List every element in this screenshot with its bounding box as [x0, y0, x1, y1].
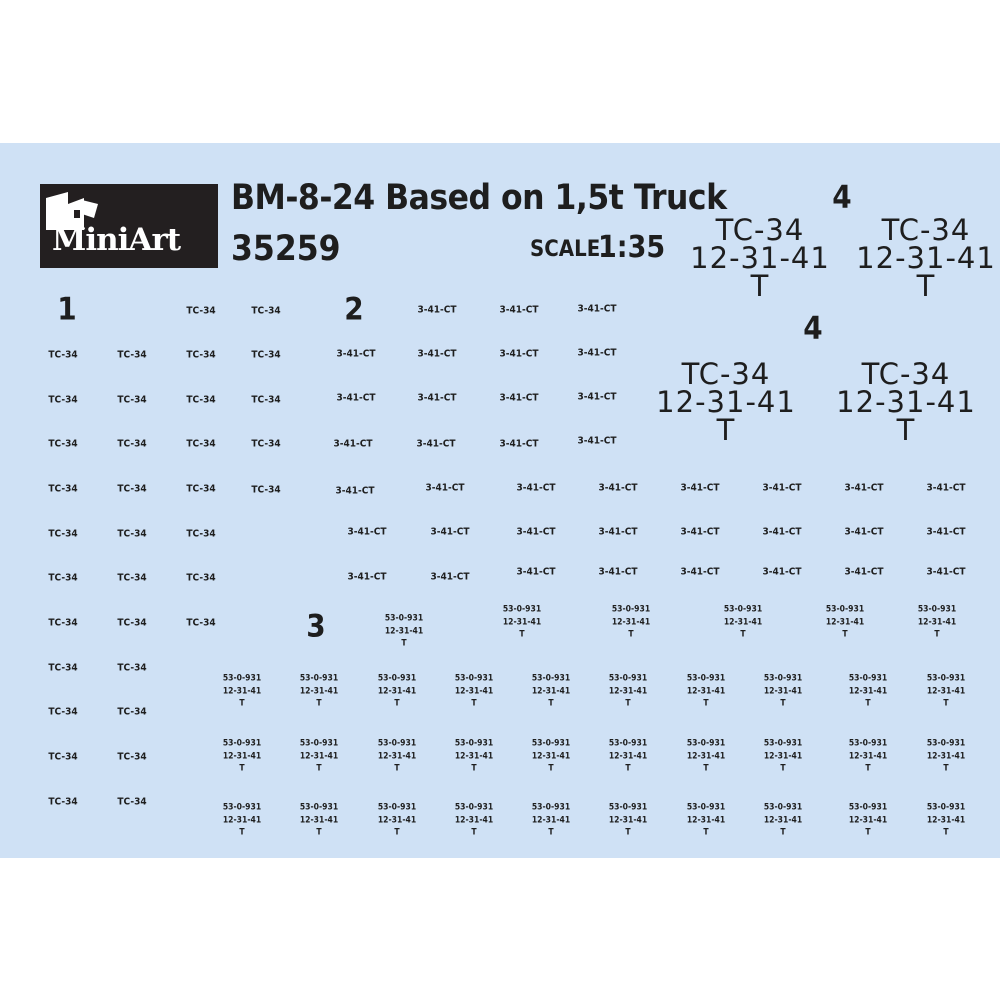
- decal-tc-34: TC-34: [117, 751, 147, 763]
- decal-stencil-small: 53-0-931 12-31-41 T: [686, 802, 726, 838]
- decal-3-41-ct: 3-41-CT: [680, 566, 720, 578]
- decal-stencil-small: 53-0-931 12-31-41 T: [611, 604, 651, 640]
- decal-stencil-small: 53-0-931 12-31-41 T: [222, 738, 262, 774]
- decal-tc-34: TC-34: [186, 349, 216, 361]
- decal-3-41-ct: 3-41-CT: [499, 304, 539, 316]
- decal-stencil-small: 53-0-931 12-31-41 T: [686, 673, 726, 709]
- decal-tc-34: TC-34: [48, 349, 78, 361]
- decal-stencil-small: 53-0-931 12-31-41 T: [454, 673, 494, 709]
- decal-tc-34: TC-34: [48, 483, 78, 495]
- decal-stencil-small: 53-0-931 12-31-41 T: [377, 738, 417, 774]
- decal-3-41-ct: 3-41-CT: [762, 526, 802, 538]
- kit-title: BM-8-24 Based on 1,5t Truck: [231, 178, 727, 218]
- decal-stencil-small: 53-0-931 12-31-41 T: [848, 738, 888, 774]
- decal-tc-34: TC-34: [48, 572, 78, 584]
- decal-tc-34: TC-34: [117, 394, 147, 406]
- logo-wordmark: MiniArt: [52, 222, 181, 258]
- decal-tc-34: TC-34: [251, 394, 281, 406]
- decal-stencil-small: 53-0-931 12-31-41 T: [377, 673, 417, 709]
- decal-stencil-small: 53-0-931 12-31-41 T: [531, 802, 571, 838]
- decal-3-41-ct: 3-41-CT: [417, 348, 457, 360]
- decal-3-41-ct: 3-41-CT: [417, 304, 457, 316]
- decal-stencil-small: 53-0-931 12-31-41 T: [848, 802, 888, 838]
- decal-3-41-ct: 3-41-CT: [417, 392, 457, 404]
- decal-stencil-small: 53-0-931 12-31-41 T: [377, 802, 417, 838]
- decal-3-41-ct: 3-41-CT: [430, 526, 470, 538]
- decal-stencil-small: 53-0-931 12-31-41 T: [608, 738, 648, 774]
- decal-tc-34: TC-34: [186, 483, 216, 495]
- decal-tc-34: TC-34: [251, 484, 281, 496]
- decal-stencil-small: 53-0-931 12-31-41 T: [454, 802, 494, 838]
- scale-label: SCALE: [530, 237, 601, 262]
- decal-tc-34: TC-34: [251, 438, 281, 450]
- decal-tc-34: TC-34: [48, 662, 78, 674]
- decal-3-41-ct: 3-41-CT: [598, 482, 638, 494]
- decal-3-41-ct: 3-41-CT: [926, 566, 966, 578]
- scale-ratio: 1:35: [598, 230, 666, 265]
- decal-stencil-small: 53-0-931 12-31-41 T: [384, 613, 424, 649]
- decal-stencil-small: 53-0-931 12-31-41 T: [531, 738, 571, 774]
- decal-3-41-ct: 3-41-CT: [416, 438, 456, 450]
- decal-3-41-ct: 3-41-CT: [762, 482, 802, 494]
- decal-3-41-ct: 3-41-CT: [499, 348, 539, 360]
- decal-3-41-ct: 3-41-CT: [844, 566, 884, 578]
- decal-tc-34: TC-34: [117, 572, 147, 584]
- decal-3-41-ct: 3-41-CT: [425, 482, 465, 494]
- decal-3-41-ct: 3-41-CT: [577, 435, 617, 447]
- decal-tc-34: TC-34: [117, 706, 147, 718]
- decal-3-41-ct: 3-41-CT: [430, 571, 470, 583]
- decal-stencil-small: 53-0-931 12-31-41 T: [502, 604, 542, 640]
- decal-3-41-ct: 3-41-CT: [844, 482, 884, 494]
- decal-tc-34: TC-34: [48, 796, 78, 808]
- decal-large-tc-34: TC-34 12-31-41 T: [836, 357, 976, 447]
- decal-3-41-ct: 3-41-CT: [347, 571, 387, 583]
- decal-stencil-small: 53-0-931 12-31-41 T: [299, 738, 339, 774]
- decal-3-41-ct: 3-41-CT: [762, 566, 802, 578]
- decal-tc-34: TC-34: [117, 528, 147, 540]
- decal-stencil-small: 53-0-931 12-31-41 T: [299, 802, 339, 838]
- decal-stencil-small: 53-0-931 12-31-41 T: [531, 673, 571, 709]
- decal-3-41-ct: 3-41-CT: [333, 438, 373, 450]
- section-number-4a: 4: [832, 179, 852, 216]
- decal-3-41-ct: 3-41-CT: [499, 438, 539, 450]
- decal-3-41-ct: 3-41-CT: [680, 482, 720, 494]
- decal-3-41-ct: 3-41-CT: [336, 392, 376, 404]
- decal-stencil-small: 53-0-931 12-31-41 T: [763, 673, 803, 709]
- decal-3-41-ct: 3-41-CT: [516, 526, 556, 538]
- section-number-3: 3: [306, 608, 326, 645]
- decal-3-41-ct: 3-41-CT: [844, 526, 884, 538]
- decal-3-41-ct: 3-41-CT: [598, 526, 638, 538]
- decal-tc-34: TC-34: [117, 349, 147, 361]
- decal-tc-34: TC-34: [251, 349, 281, 361]
- decal-tc-34: TC-34: [48, 617, 78, 629]
- decal-tc-34: TC-34: [251, 305, 281, 317]
- decal-3-41-ct: 3-41-CT: [598, 566, 638, 578]
- decal-stencil-small: 53-0-931 12-31-41 T: [222, 802, 262, 838]
- decal-3-41-ct: 3-41-CT: [347, 526, 387, 538]
- decal-tc-34: TC-34: [186, 528, 216, 540]
- decal-tc-34: TC-34: [48, 706, 78, 718]
- decal-stencil-small: 53-0-931 12-31-41 T: [763, 802, 803, 838]
- decal-3-41-ct: 3-41-CT: [516, 482, 556, 494]
- decal-large-tc-34: TC-34 12-31-41 T: [656, 357, 796, 447]
- decal-stencil-small: 53-0-931 12-31-41 T: [454, 738, 494, 774]
- decal-3-41-ct: 3-41-CT: [926, 482, 966, 494]
- section-number-1: 1: [57, 291, 77, 328]
- decal-tc-34: TC-34: [117, 617, 147, 629]
- decal-tc-34: TC-34: [48, 394, 78, 406]
- kit-number: 35259: [231, 229, 341, 269]
- decal-tc-34: TC-34: [117, 796, 147, 808]
- decal-tc-34: TC-34: [186, 438, 216, 450]
- decal-stencil-small: 53-0-931 12-31-41 T: [608, 673, 648, 709]
- decal-3-41-ct: 3-41-CT: [335, 485, 375, 497]
- decal-3-41-ct: 3-41-CT: [926, 526, 966, 538]
- decal-stencil-small: 53-0-931 12-31-41 T: [825, 604, 865, 640]
- decal-3-41-ct: 3-41-CT: [499, 392, 539, 404]
- decal-large-tc-34: TC-34 12-31-41 T: [856, 213, 996, 303]
- decal-tc-34: TC-34: [117, 438, 147, 450]
- decal-stencil-small: 53-0-931 12-31-41 T: [608, 802, 648, 838]
- decal-stencil-small: 53-0-931 12-31-41 T: [926, 738, 966, 774]
- decal-stencil-small: 53-0-931 12-31-41 T: [723, 604, 763, 640]
- decal-3-41-ct: 3-41-CT: [336, 348, 376, 360]
- decal-3-41-ct: 3-41-CT: [577, 303, 617, 315]
- decal-3-41-ct: 3-41-CT: [577, 347, 617, 359]
- decal-tc-34: TC-34: [117, 662, 147, 674]
- section-number-4b: 4: [803, 310, 823, 347]
- decal-stencil-small: 53-0-931 12-31-41 T: [926, 673, 966, 709]
- decal-stencil-small: 53-0-931 12-31-41 T: [686, 738, 726, 774]
- decal-tc-34: TC-34: [48, 438, 78, 450]
- decal-tc-34: TC-34: [48, 751, 78, 763]
- decal-tc-34: TC-34: [186, 572, 216, 584]
- decal-stencil-small: 53-0-931 12-31-41 T: [917, 604, 957, 640]
- decal-stencil-small: 53-0-931 12-31-41 T: [222, 673, 262, 709]
- decal-tc-34: TC-34: [186, 394, 216, 406]
- miniart-logo: [40, 184, 218, 268]
- decal-3-41-ct: 3-41-CT: [516, 566, 556, 578]
- decal-stencil-small: 53-0-931 12-31-41 T: [299, 673, 339, 709]
- decal-3-41-ct: 3-41-CT: [680, 526, 720, 538]
- decal-stencil-small: 53-0-931 12-31-41 T: [926, 802, 966, 838]
- decal-3-41-ct: 3-41-CT: [577, 391, 617, 403]
- decal-tc-34: TC-34: [186, 617, 216, 629]
- decal-stencil-small: 53-0-931 12-31-41 T: [848, 673, 888, 709]
- decal-tc-34: TC-34: [48, 528, 78, 540]
- decal-tc-34: TC-34: [117, 483, 147, 495]
- decal-tc-34: TC-34: [186, 305, 216, 317]
- section-number-2: 2: [344, 291, 364, 328]
- decal-stencil-small: 53-0-931 12-31-41 T: [763, 738, 803, 774]
- decal-large-tc-34: TC-34 12-31-41 T: [690, 213, 830, 303]
